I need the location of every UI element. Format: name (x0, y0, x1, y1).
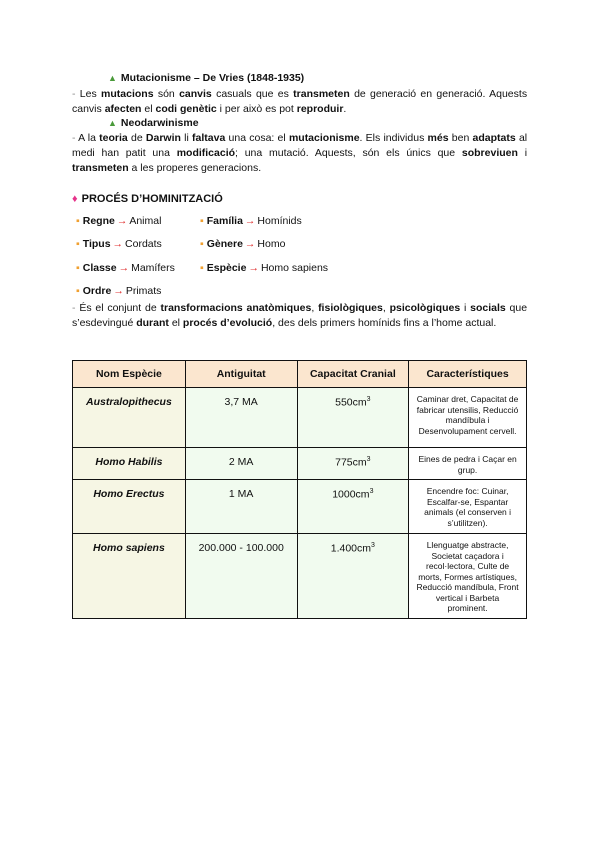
triangle-bullet-icon: ▲ (108, 73, 117, 83)
triangle-bullet-icon: ▲ (108, 118, 117, 128)
taxonomy-item-ordre: ▪ Ordre → Primats (76, 285, 162, 297)
species-features: Llenguatge abstracte, Societat caçadora i recol·lectora, Culte de morts, Formes artístiques, Reducció mandíbula, Front vertical i Barbeta prominent. (409, 534, 527, 619)
species-capacity: $550cm^3$ (297, 388, 409, 448)
neodarwinisme-heading: ▲ Neodarwinisme (108, 117, 199, 129)
mutacionisme-paragraph: - Les mutacions són canvis casuals que es transmeten de generació en generació. Aquests canvis afecten el codi genètic i per això es pot reproduir. (72, 88, 528, 115)
table-row (73, 534, 527, 619)
species-age: 3,7 MA (185, 388, 297, 448)
species-name: Homo Erectus (73, 480, 186, 534)
species-features: Caminar dret, Capacitat de fabricar utensilis, Reducció mandíbula i Desenvolupament cervell. (409, 388, 527, 448)
diamond-bullet-icon: ♦ (72, 193, 78, 205)
taxonomy-item-classe: ▪ Classe → Mamífers (76, 262, 175, 274)
species-name: Australopithecus (73, 388, 186, 448)
header-caracteristiques: Característiques (409, 361, 527, 388)
header-nom-especie: Nom Espècie (73, 361, 186, 388)
hominitzacio-heading: ♦ PROCÉS D’HOMINITZACIÓ (72, 193, 223, 205)
species-features: Encendre foc: Cuinar, Escalfar-se, Espantar animals (el conserven i s’utilitzen). (409, 480, 527, 534)
neodarwinisme-paragraph: - A la teoria de Darwin li faltava una cosa: el mutacionisme. Els individus més ben adaptats al medi han patit una modificació; una mutació. Aquests, són els únics que sobreviuen i transmeten a les properes generacions. (72, 132, 528, 174)
taxonomy-item-tipus: ▪ Tipus → Cordats (76, 238, 162, 250)
table-row (73, 480, 527, 534)
table-row (73, 388, 527, 448)
species-table (72, 360, 527, 619)
table-row (73, 448, 527, 480)
species-age: 2 MA (185, 448, 297, 480)
species-age: 200.000 - 100.000 (185, 534, 297, 619)
header-capacitat-cranial: Capacitat Cranial (297, 361, 409, 388)
species-age: 1 MA (185, 480, 297, 534)
species-capacity: $1000cm^3$ (297, 480, 409, 534)
species-features: Eines de pedra i Caçar en grup. (409, 448, 527, 480)
taxonomy-item-familia: ▪ Família → Homínids (200, 215, 302, 227)
mutacionisme-heading: ▲ Mutacionisme – De Vries (1848-1935) (108, 72, 305, 84)
taxonomy-item-regne: ▪ Regne → Animal (76, 215, 162, 227)
taxonomy-item-genere: ▪ Gènere → Homo (200, 238, 286, 250)
species-name: Homo sapiens (73, 534, 186, 619)
header-antiguitat: Antiguitat (185, 361, 297, 388)
species-capacity: $775cm^3$ (297, 448, 409, 480)
table-header-row (73, 361, 527, 388)
hominitzacio-definition: - És el conjunt de transformacions anatòmiques, fisiològiques, psicològiques i socials que s’esdevingué durant el procés d’evolució, des dels primers homínids fins a l’home actual. (72, 302, 528, 329)
species-capacity: $1.400cm^3$ (297, 534, 409, 619)
taxonomy-item-especie: ▪ Espècie → Homo sapiens (200, 262, 329, 274)
species-name: Homo Habilis (73, 448, 186, 480)
